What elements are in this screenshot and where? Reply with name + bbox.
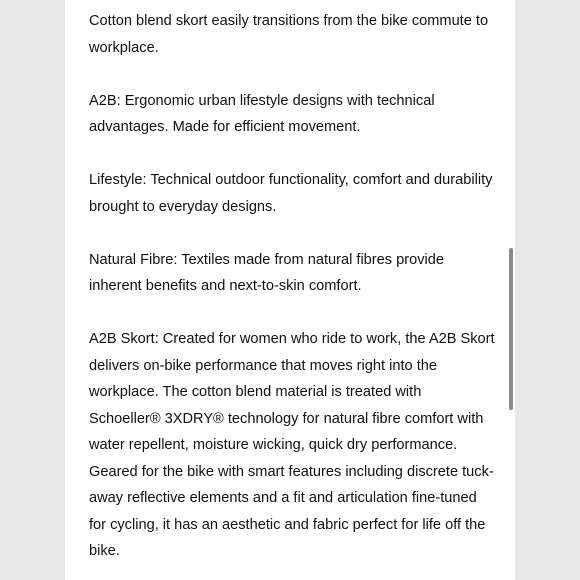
description-panel <box>65 0 515 580</box>
description-paragraph-lifestyle: Lifestyle: Technical outdoor functionality, comfort and durability brought to everyday designs. <box>89 172 493 215</box>
scrollbar-thumb[interactable] <box>509 248 513 410</box>
description-text <box>89 8 501 580</box>
description-paragraph-a2b: A2B: Ergonomic urban lifestyle designs with technical advantages. Made for efficient movement. <box>89 92 435 135</box>
description-paragraph-natural-fibre: Natural Fibre: Textiles made from natural fibres provide inherent benefits and next-to-skin comfort. <box>89 251 444 294</box>
description-paragraph-intro: Cotton blend skort easily transitions from the bike commute to workplace. <box>89 13 489 56</box>
right-margin <box>515 0 580 580</box>
description-paragraph-a2b-skort: A2B Skort: Created for women who ride to work, the A2B Skort delivers on-bike performance that moves right into the workplace. The cotton blend material is treated with Schoeller® 3XDRY® technology for natural fibre comfort with water repellent, moisture wicking, quick dry performance. Geared for the bike with smart features including discrete tuck- away reflective elements and a fit and articulation fine-tuned for cycling, it has an aesthetic and fabric perfect for life off the bike. <box>89 331 495 559</box>
left-margin <box>0 0 65 580</box>
